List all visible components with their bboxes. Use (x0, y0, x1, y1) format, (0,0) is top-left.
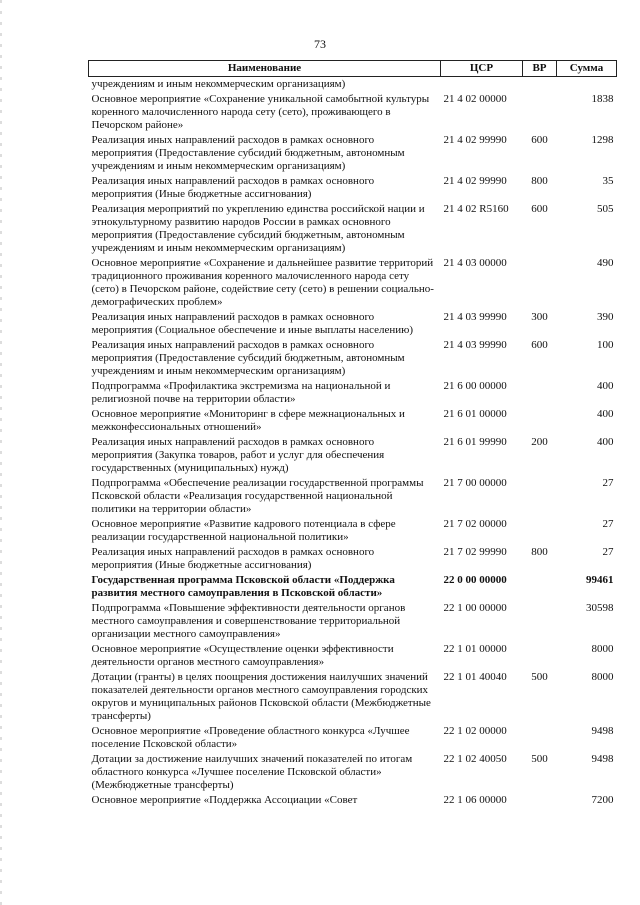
table-row (89, 256, 617, 310)
row-csr: 22 0 00 00000 (443, 574, 507, 586)
row-name: Реализация мероприятий по укреплению единства российской нации и этнокультурному развитию народов России в рамках основного мероприятия (Предоставление субсидий бюджетным, автономным учреждениям и иным некоммерческим организациям) (91, 203, 425, 254)
row-vr (523, 256, 557, 310)
row-name: Реализация иных направлений расходов в рамках основного мероприятия (Иные бюджетные ассигнования) (91, 546, 375, 571)
scan-edge (0, 0, 2, 905)
table-row (89, 77, 617, 93)
row-name: Реализация иных направлений расходов в рамках основного мероприятия (Социальное обеспечение и иные выплаты населению) (91, 311, 414, 336)
row-name: Основное мероприятие «Осуществление оценки эффективности деятельности органов местного самоуправления» (91, 643, 394, 668)
table-row (89, 133, 617, 174)
row-sum: 9498 (591, 725, 614, 737)
row-sum: 9498 (591, 753, 614, 765)
row-csr: 21 7 02 00000 (443, 518, 507, 530)
row-sum: 1838 (591, 93, 614, 105)
row-csr: 22 1 06 00000 (443, 794, 507, 806)
row-vr: 500 (531, 671, 548, 683)
page-number: 73 (314, 37, 326, 51)
table-row (89, 476, 617, 517)
row-vr (523, 517, 557, 545)
row-csr: 21 4 03 00000 (443, 257, 507, 269)
row-vr: 600 (531, 203, 548, 215)
row-name: Подпрограмма «Обеспечение реализации государственной программы Псковской области «Реализация государственной национальной политики на территории области» (91, 477, 424, 515)
table-row (89, 752, 617, 793)
table-row (89, 601, 617, 642)
row-sum: 100 (597, 339, 614, 351)
row-vr (523, 92, 557, 133)
row-name: Реализация иных направлений расходов в рамках основного мероприятия (Предоставление субсидий бюджетным, автономным учреждениям и иным некоммерческим организациям) (91, 134, 405, 172)
row-csr: 21 6 01 00000 (443, 408, 507, 420)
budget-table (88, 60, 617, 808)
row-name: Дотации за достижение наилучших значений показателей по итогам областного конкурса «Лучшее поселение Псковской области» (Межбюджетные трансферты) (91, 753, 413, 791)
row-vr (523, 793, 557, 808)
row-sum: 390 (597, 311, 614, 323)
row-sum: 99461 (586, 574, 614, 586)
table-row (89, 379, 617, 407)
row-name: Основное мероприятие «Поддержка Ассоциации «Совет (91, 794, 358, 806)
row-sum: 8000 (591, 671, 614, 683)
header-sum: Сумма (557, 61, 617, 77)
table-header-row (89, 61, 617, 77)
table-row (89, 670, 617, 724)
row-csr: 21 6 01 99990 (443, 436, 507, 448)
row-sum: 505 (597, 203, 614, 215)
header-name: Наименование (89, 61, 441, 77)
row-sum: 8000 (591, 643, 614, 655)
row-csr: 22 1 01 40040 (443, 671, 507, 683)
table-row (89, 92, 617, 133)
table-row (89, 545, 617, 573)
row-sum: 35 (602, 175, 614, 187)
row-csr: 21 7 02 99990 (443, 546, 507, 558)
table-row (89, 642, 617, 670)
row-csr: 21 4 02 R5160 (443, 203, 509, 215)
table-row (89, 174, 617, 202)
row-name: Основное мероприятие «Мониторинг в сфере межнациональных и межконфессиональных отношений» (91, 408, 405, 433)
row-vr: 500 (531, 753, 548, 765)
row-name: Основное мероприятие «Сохранение уникальной самобытной культуры коренного малочисленного народа сету (сето), проживающего в Печорском районе» (91, 93, 430, 131)
row-sum: 30598 (586, 602, 614, 614)
row-csr: 22 1 02 40050 (443, 753, 507, 765)
row-csr: 22 1 02 00000 (443, 725, 507, 737)
row-vr (523, 642, 557, 670)
table-row (89, 724, 617, 752)
row-name: Подпрограмма «Повышение эффективности деятельности органов местного самоуправления и совершенствование территориальной организации местного самоуправления» (91, 602, 406, 640)
row-vr: 600 (531, 339, 548, 351)
row-sum: 1298 (591, 134, 614, 146)
row-sum: 27 (602, 518, 614, 530)
row-vr (523, 601, 557, 642)
table-row (89, 407, 617, 435)
row-sum: 27 (602, 546, 614, 558)
table-row (89, 435, 617, 476)
header-vr: ВР (523, 61, 557, 77)
row-csr (441, 77, 523, 93)
row-csr: 22 1 01 00000 (443, 643, 507, 655)
table-row (89, 202, 617, 256)
header-csr: ЦСР (441, 61, 523, 77)
row-sum: 400 (597, 436, 614, 448)
row-name: Подпрограмма «Профилактика экстремизма на национальной и религиозной почве на территории области» (91, 380, 391, 405)
row-vr: 300 (531, 311, 548, 323)
row-name: Государственная программа Псковской области «Поддержка развития местного самоуправления в Псковской области» (91, 574, 395, 599)
row-name: Реализация иных направлений расходов в рамках основного мероприятия (Закупка товаров, работ и услуг для обеспечения государственных (муниципальных) нужд) (91, 436, 385, 474)
row-csr: 21 6 00 00000 (443, 380, 507, 392)
row-name: Реализация иных направлений расходов в рамках основного мероприятия (Предоставление субсидий бюджетным, автономным учреждениям и иным некоммерческим организациям) (91, 339, 405, 377)
table-body (89, 77, 617, 809)
row-csr: 21 4 02 99990 (443, 175, 507, 187)
row-csr: 22 1 00 00000 (443, 602, 507, 614)
row-name: Основное мероприятие «Сохранение и дальнейшее развитие территорий традиционного проживания коренного малочисленного народа сету (сето) в Печорском районе, содействие сету (сето) в решении социально-демографических проблем» (91, 257, 434, 308)
table-row (89, 793, 617, 808)
row-vr (523, 476, 557, 517)
row-csr: 21 4 02 00000 (443, 93, 507, 105)
row-sum: 27 (602, 477, 614, 489)
row-vr: 200 (531, 436, 548, 448)
row-vr (523, 77, 557, 93)
row-name: Основное мероприятие «Развитие кадрового потенциала в сфере реализации государственной национальной политики» (91, 518, 396, 543)
row-vr (523, 407, 557, 435)
row-vr: 600 (531, 134, 548, 146)
row-csr: 21 7 00 00000 (443, 477, 507, 489)
table-row (89, 310, 617, 338)
row-sum: 7200 (591, 794, 614, 806)
row-csr: 21 4 03 99990 (443, 311, 507, 323)
row-sum: 400 (597, 408, 614, 420)
row-sum (557, 77, 617, 93)
row-vr (523, 724, 557, 752)
row-name: Реализация иных направлений расходов в рамках основного мероприятия (Иные бюджетные ассигнования) (91, 175, 375, 200)
table-row (89, 517, 617, 545)
row-name: Основное мероприятие «Проведение областного конкурса «Лучшее поселение Псковской области» (91, 725, 410, 750)
row-sum: 490 (597, 257, 614, 269)
row-vr (523, 573, 557, 601)
row-csr: 21 4 02 99990 (443, 134, 507, 146)
row-vr (523, 379, 557, 407)
table-row (89, 573, 617, 601)
row-name: Дотации (гранты) в целях поощрения достижения наилучших значений показателей деятельности органов местного самоуправления городских округов и муниципальных районов Псковской области (Межбюджетные трансферты) (91, 671, 431, 722)
table-row (89, 338, 617, 379)
row-name: учреждениям и иным некоммерческим организациям) (91, 78, 346, 90)
row-csr: 21 4 03 99990 (443, 339, 507, 351)
row-vr: 800 (531, 175, 548, 187)
row-sum: 400 (597, 380, 614, 392)
row-vr: 800 (531, 546, 548, 558)
